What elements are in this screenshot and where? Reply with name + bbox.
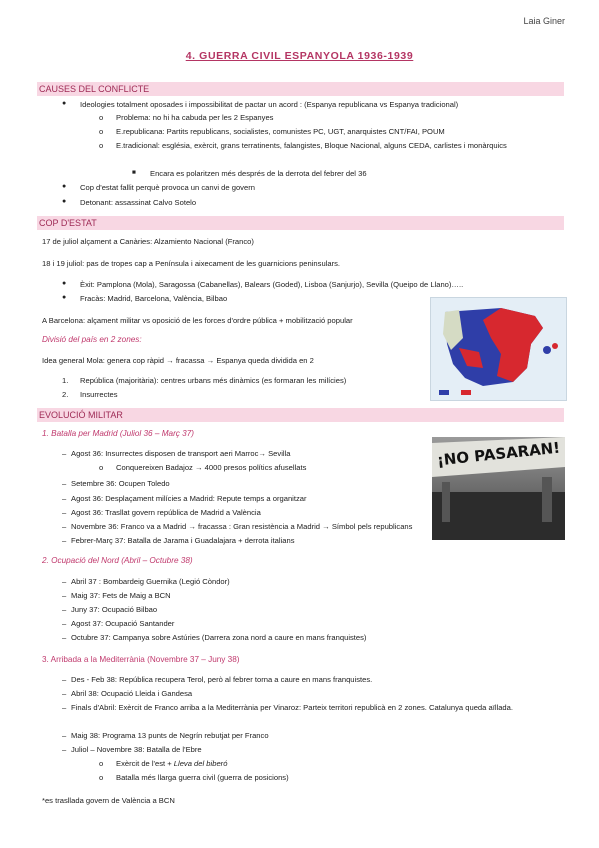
dash-bullet-icon: – — [62, 619, 67, 628]
square-bullet-icon: ■ — [132, 169, 136, 176]
section-header-causes: CAUSES DEL CONFLICTE — [37, 82, 564, 96]
paragraph: 18 i 19 juliol: pas de tropes cap a Península i aixecament de les guarnicions peninsulars. — [42, 259, 341, 268]
list-item: Abril 37 : Bombardeig Guernika (Legió Còndor) — [71, 577, 230, 586]
list-item: Maig 38: Programa 13 punts de Negrín rebutjat per Franco — [71, 731, 269, 740]
list-item: Setembre 36: Ocupen Toledo — [71, 479, 170, 488]
dash-bullet-icon: – — [62, 633, 67, 642]
list-number: 2. — [62, 390, 69, 399]
list-item: Ideologies totalment oposades i impossibilitat de pactar un acord : (Espanya republicana vs Espanya tradicional) — [80, 100, 459, 109]
list-item: Agost 36: Trasllat govern república de Madrid a València — [71, 508, 261, 517]
list-item: Èxit: Pamplona (Mola), Saragossa (Cabanellas), Balears (Goded), Lisboa (Sanjurjo), Sevilla (Queipo de Llano)….. — [80, 280, 464, 289]
list-number: 1. — [62, 376, 69, 385]
subheading: 1. Batalla per Madrid (Juliol 36 – Març 37) — [42, 429, 194, 438]
photo-banner-text: ¡NO PASARAN! — [436, 438, 561, 470]
section-header-evolucio: EVOLUCIÓ MILITAR — [37, 408, 564, 422]
dash-bullet-icon: – — [62, 731, 67, 740]
dash-bullet-icon: – — [62, 522, 67, 531]
list-item: Batalla més llarga guerra civil (guerra de posicions) — [116, 773, 289, 782]
spain-zones-map-image — [430, 297, 567, 401]
dash-bullet-icon: – — [62, 591, 67, 600]
bullet-icon: ● — [62, 198, 67, 205]
author-name: Laia Giner — [523, 16, 565, 26]
list-item: Problema: no hi ha cabuda per les 2 Espanyes — [116, 113, 274, 122]
dash-bullet-icon: – — [62, 689, 67, 698]
list-item-text: Exèrcit de l'est + — [116, 759, 174, 768]
circle-bullet-icon: o — [99, 141, 104, 150]
list-item: Fracàs: Madrid, Barcelona, València, Bilbao — [80, 294, 228, 303]
list-item: Insurrectes — [80, 390, 118, 399]
section-header-cop: COP D'ESTAT — [37, 216, 564, 230]
page-title: 4. GUERRA CIVIL ESPANYOLA 1936-1939 — [185, 50, 414, 62]
bullet-icon: ● — [62, 183, 67, 190]
dash-bullet-icon: – — [62, 494, 67, 503]
list-item — [116, 759, 227, 769]
bullet-icon: ● — [62, 280, 67, 287]
list-item: República (majoritària): centres urbans més dinàmics (es formaran les milícies) — [80, 376, 347, 385]
list-item: Octubre 37: Campanya sobre Astúries (Darrera zona nord a caure en mans franquistes) — [71, 633, 367, 642]
list-item: Agost 37: Ocupació Santander — [71, 619, 175, 628]
dash-bullet-icon: – — [62, 508, 67, 517]
list-item: Cop d'estat fallit perquè provoca un canvi de govern — [80, 183, 255, 192]
dash-bullet-icon: – — [62, 536, 67, 545]
list-item: Abril 38: Ocupació Lleida i Gandesa — [71, 689, 193, 698]
dash-bullet-icon: – — [62, 605, 67, 614]
subheading: 3. Arribada a la Mediterrània (Novembre 37 – Juny 38) — [42, 655, 240, 664]
list-item: Maig 37: Fets de Maig a BCN — [71, 591, 171, 600]
list-item: Finals d'Abril: Exèrcit de Franco arriba a la Mediterrània per Vinaroz: Parteix territori republicà en 2 zones. Catalunya queda aïllada. — [71, 703, 513, 712]
circle-bullet-icon: o — [99, 127, 104, 136]
dash-bullet-icon: – — [62, 479, 67, 488]
dash-bullet-icon: – — [62, 577, 67, 586]
dash-bullet-icon: – — [62, 675, 67, 684]
paragraph: 17 de juliol alçament a Canàries: Alzamiento Nacional (Franco) — [42, 237, 254, 246]
list-item: Agost 36: Desplaçament milícies a Madrid: Repute temps a organitzar — [71, 494, 307, 503]
list-item: Detonant: assassinat Calvo Sotelo — [80, 198, 197, 207]
circle-bullet-icon: o — [99, 463, 104, 472]
list-item: Juny 37: Ocupació Bilbao — [71, 605, 158, 614]
bullet-icon: ● — [62, 294, 67, 301]
footnote: *es trasllada govern de València a BCN — [42, 796, 175, 805]
list-item: Febrer-Març 37: Batalla de Jarama i Guadalajara + derrota italians — [71, 536, 295, 545]
list-item: Agost 36: Insurrectes disposen de transport aeri Marroc→ Sevilla — [71, 449, 291, 458]
dash-bullet-icon: – — [62, 449, 67, 458]
list-item: Des - Feb 38: República recupera Terol, però al febrer torna a caure en mans franquistes. — [71, 675, 373, 684]
dash-bullet-icon: – — [62, 745, 67, 754]
list-item: Encara es polaritzen més després de la derrota del febrer del 36 — [150, 169, 367, 178]
list-item: E.tradicional: església, exèrcit, grans terratinents, falangistes, Bloque Nacional, alguns CEDA, carlistes i monàrquics — [116, 141, 507, 150]
circle-bullet-icon: o — [99, 759, 104, 768]
list-item: Conquereixen Badajoz → 4000 presos polítics afusellats — [116, 463, 307, 472]
paragraph: A Barcelona: alçament militar vs oposició de les forces d'ordre pública + mobilització popular — [42, 316, 353, 325]
paragraph: Idea general Mola: genera cop ràpid → fracassa → Espanya queda dividida en 2 — [42, 356, 314, 365]
list-item: Juliol – Novembre 38: Batalla de l'Ebre — [71, 745, 202, 754]
map-graphic — [431, 298, 566, 400]
circle-bullet-icon: o — [99, 773, 104, 782]
list-item: Novembre 36: Franco va a Madrid → fracassa : Gran resistència a Madrid → Símbol pels republicans — [71, 522, 413, 531]
no-pasaran-photo-image — [432, 437, 565, 540]
list-item-italic-text: Lleva del biberó — [173, 759, 228, 768]
bullet-icon: ● — [62, 100, 67, 107]
subheading: Divisió del país en 2 zones: — [42, 335, 142, 344]
dash-bullet-icon: – — [62, 703, 67, 712]
subheading: 2. Ocupació del Nord (Abril – Octubre 38) — [42, 556, 193, 565]
circle-bullet-icon: o — [99, 113, 104, 122]
list-item: E.republicana: Partits republicans, socialistes, comunistes PC, UGT, anarquistes CNT/FAI, POUM — [116, 127, 445, 136]
